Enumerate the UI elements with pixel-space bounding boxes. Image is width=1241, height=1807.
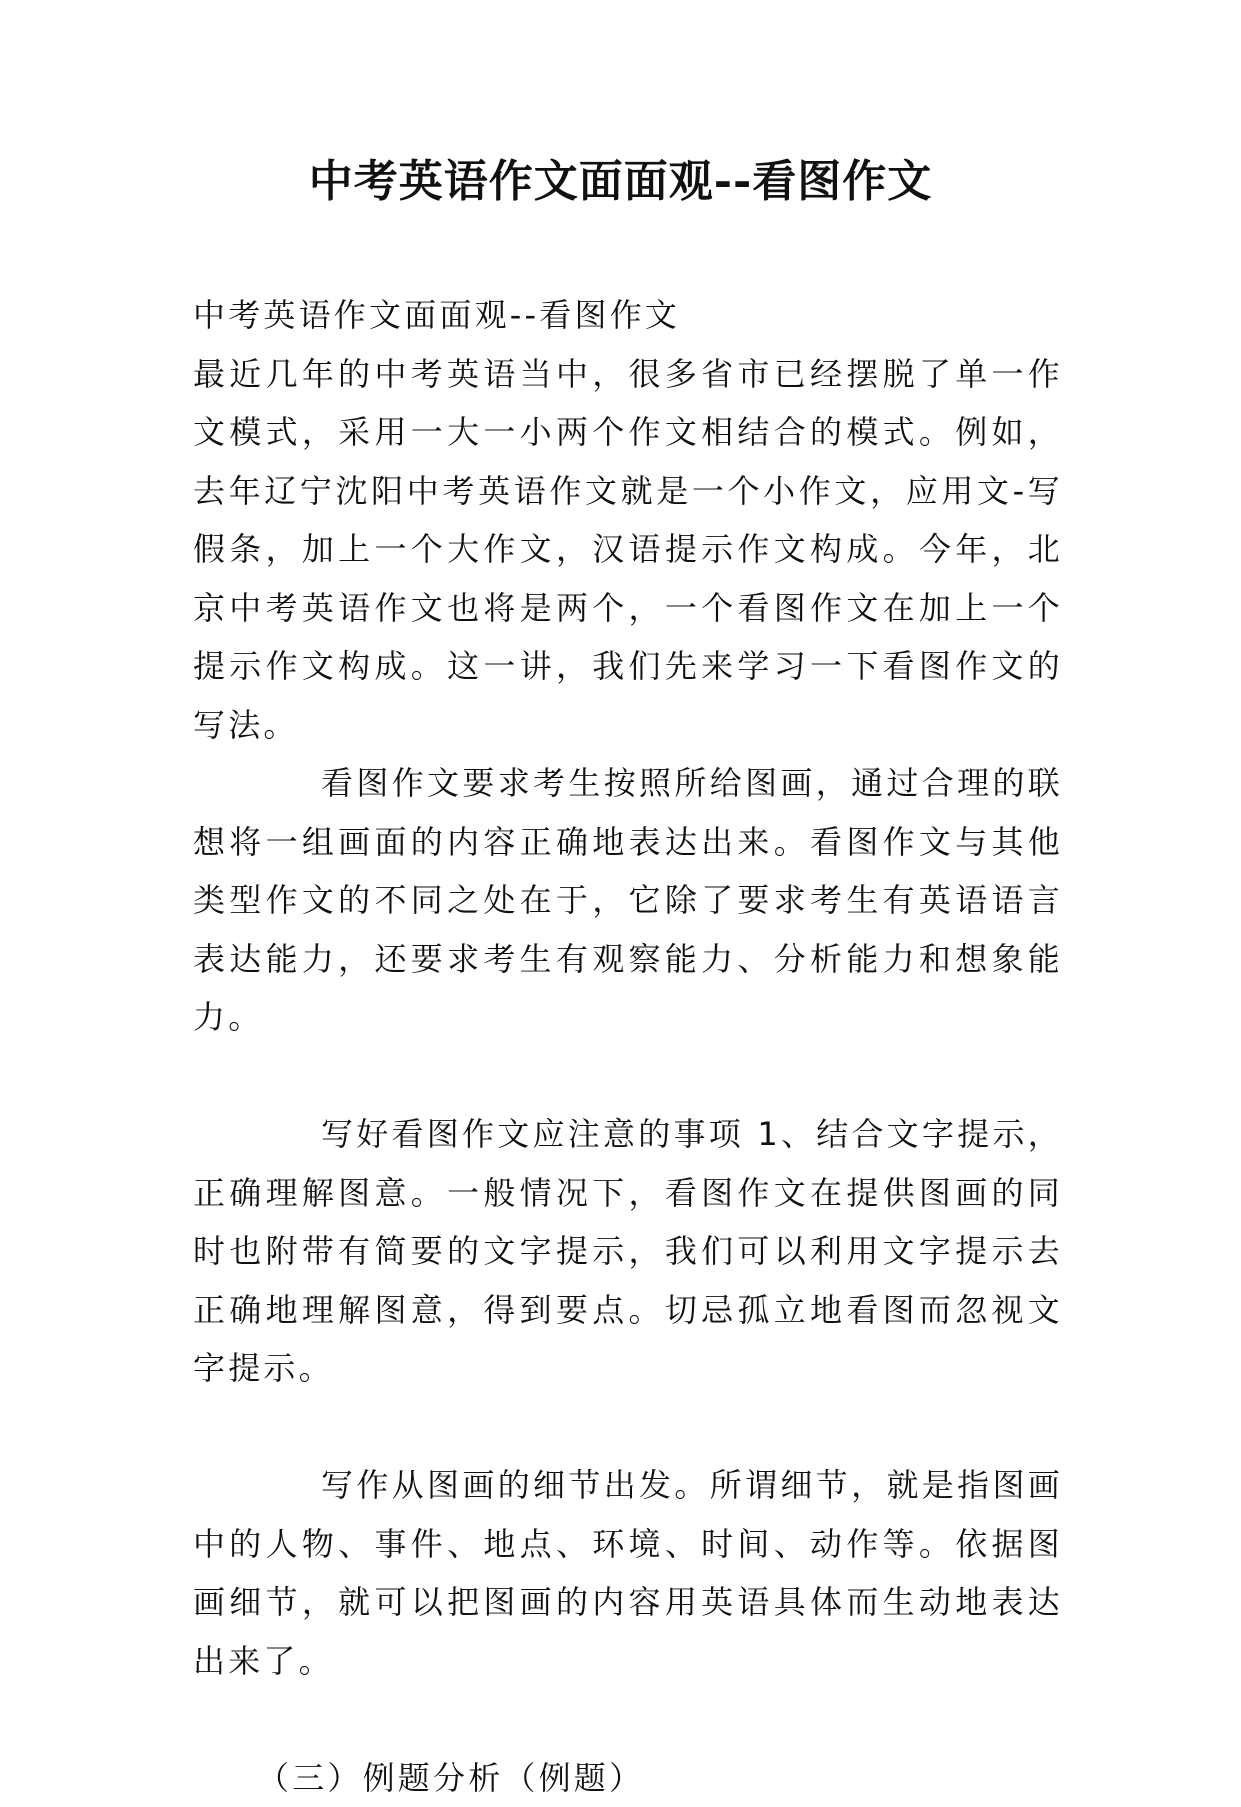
document-subtitle: 中考英语作文面面观--看图作文 (193, 286, 1063, 345)
paragraph-details: 写作从图画的细节出发。所谓细节，就是指图画中的人物、事件、地点、环境、时间、动作等。依据图画细节，就可以把图画的内容用英语具体而生动地表达出来了。 (193, 1456, 1063, 1690)
paragraph-notes: 写好看图作文应注意的事项 1、结合文字提示，正确理解图意。一般情况下，看图作文在提供图画的同时也附带有简要的文字提示，我们可以利用文字提示去正确地理解图意，得到要点。切忌孤立地看图而忽视文字提示。 (193, 1105, 1063, 1398)
paragraph-spacer (193, 1690, 1063, 1749)
paragraph-spacer (193, 1047, 1063, 1106)
document-title: 中考英语作文面面观--看图作文 (0, 152, 1241, 212)
paragraph-requirements: 看图作文要求考生按照所给图画，通过合理的联想将一组画面的内容正确地表达出来。看图作文与其他类型作文的不同之处在于，它除了要求考生有英语语言表达能力，还要求考生有观察能力、分析能力和想象能力。 (193, 754, 1063, 1047)
paragraph-spacer (193, 1398, 1063, 1457)
document-body (193, 286, 1063, 1807)
paragraph-intro: 最近几年的中考英语当中，很多省市已经摆脱了单一作文模式，采用一大一小两个作文相结合的模式。例如，去年辽宁沈阳中考英语作文就是一个小作文，应用文-写假条，加上一个大作文，汉语提示作文构成。今年，北京中考英语作文也将是两个，一个看图作文在加上一个提示作文构成。这一讲，我们先来学习一下看图作文的写法。 (193, 345, 1063, 755)
section-heading: （三）例题分析（例题） (193, 1749, 1063, 1807)
